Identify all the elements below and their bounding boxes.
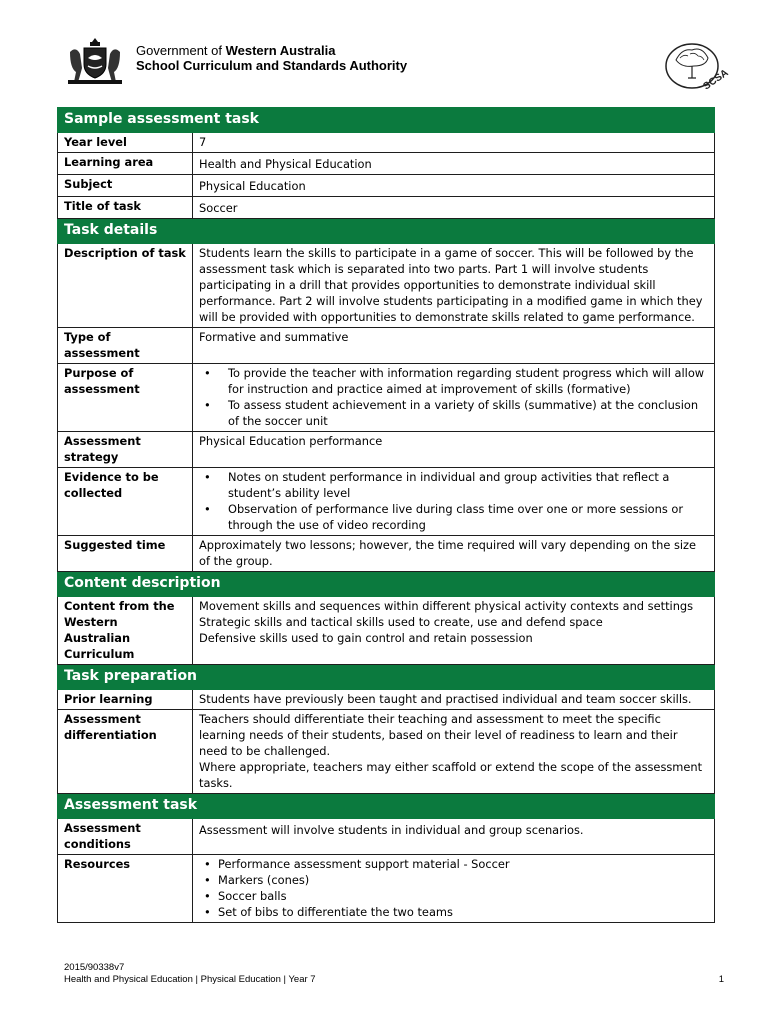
row-prior-learning (58, 690, 715, 710)
value-assessment-differentiation (193, 710, 715, 794)
row-suggested-time (58, 536, 715, 572)
value-resources (193, 855, 715, 923)
value-title-of-task: Soccer (193, 197, 715, 219)
section-content-description: Content description (58, 572, 715, 597)
label-assessment-differentiation: Assessment differentiation (58, 710, 193, 794)
label-content-from-curriculum: Content from the Western Australian Curriculum (58, 597, 193, 665)
content-line: Strategic skills and tactical skills used to create, use and defend space (199, 615, 603, 629)
list-item: • Markers (cones) (199, 872, 708, 888)
value-description-of-task: Students learn the skills to participate in a game of soccer. This will be followed by the assessment task which is separated into two parts. Part 1 will involve students participating in a drill that provides opportunities to demonstrate individual skill performance. Part 2 will involve students participating in a modified game in which they will be provided with opportunities to demonstrate skills related to game performance. (193, 244, 715, 328)
value-prior-learning: Students have previously been taught and practised individual and team soccer skills. (193, 690, 715, 710)
document-id: 2015/90338v7 (64, 962, 125, 973)
page-footer (64, 962, 724, 986)
section-task-details: Task details (58, 219, 715, 244)
list-item: • To assess student achievement in a variety of skills (summative) at the conclusion of the soccer unit (199, 397, 708, 429)
row-year-level (58, 133, 715, 153)
value-purpose-of-assessment (193, 364, 715, 432)
row-description-of-task (58, 244, 715, 328)
row-subject (58, 175, 715, 197)
value-subject: Physical Education (193, 175, 715, 197)
label-year-level: Year level (58, 133, 193, 153)
label-type-of-assessment: Type of assessment (58, 328, 193, 364)
value-type-of-assessment: Formative and summative (193, 328, 715, 364)
org-line1-bold: Western Australia (225, 43, 336, 58)
list-item: • Performance assessment support material - Soccer (199, 856, 708, 872)
assessment-task-table (57, 107, 715, 923)
label-resources: Resources (58, 855, 193, 923)
value-content-from-curriculum (193, 597, 715, 665)
row-type-of-assessment (58, 328, 715, 364)
label-learning-area: Learning area (58, 153, 193, 175)
label-title-of-task: Title of task (58, 197, 193, 219)
label-prior-learning: Prior learning (58, 690, 193, 710)
value-suggested-time: Approximately two lessons; however, the time required will vary depending on the size of the group. (193, 536, 715, 572)
page-number: 1 (718, 974, 724, 985)
row-resources (58, 855, 715, 923)
value-year-level: 7 (193, 133, 715, 153)
row-learning-area (58, 153, 715, 175)
label-description-of-task: Description of task (58, 244, 193, 328)
footer-path: Health and Physical Education | Physical Education | Year 7 (64, 974, 316, 985)
differentiation-line: Teachers should differentiate their teaching and assessment to meet the specific learning needs of their students, based on their level of readiness to learn and their need to be challenged. (199, 712, 678, 758)
content-line: Defensive skills used to gain control and retain possession (199, 631, 533, 645)
org-line1-prefix: Government of (136, 43, 226, 58)
row-content-from-curriculum (58, 597, 715, 665)
page-header (0, 0, 768, 100)
scsa-logo-text: SCSA (701, 67, 731, 93)
organisation-name (136, 43, 407, 73)
scsa-logo-icon (662, 38, 731, 96)
value-assessment-strategy: Physical Education performance (193, 432, 715, 468)
content-line: Movement skills and sequences within different physical activity contexts and settings (199, 599, 694, 613)
section-assessment-task: Assessment task (58, 794, 715, 819)
label-assessment-strategy: Assessment strategy (58, 432, 193, 468)
list-item: • Observation of performance live during class time over one or more sessions or through the use of video recording (199, 501, 708, 533)
label-suggested-time: Suggested time (58, 536, 193, 572)
list-item: • To provide the teacher with information regarding student progress which will allow for instruction and practice aimed at improvement of skills (formative) (199, 365, 708, 397)
row-title-of-task (58, 197, 715, 219)
section-task-preparation: Task preparation (58, 665, 715, 690)
list-item: • Soccer balls (199, 888, 708, 904)
row-assessment-strategy (58, 432, 715, 468)
org-line2: School Curriculum and Standards Authority (136, 58, 408, 73)
label-subject: Subject (58, 175, 193, 197)
label-evidence-to-be-collected: Evidence to be collected (58, 468, 193, 536)
label-assessment-conditions: Assessment conditions (58, 819, 193, 855)
label-purpose-of-assessment: Purpose of assessment (58, 364, 193, 432)
section-sample-assessment-task: Sample assessment task (58, 108, 715, 133)
differentiation-line: Where appropriate, teachers may either scaffold or extend the scope of the assessment tasks. (199, 760, 703, 790)
value-learning-area: Health and Physical Education (193, 153, 715, 175)
row-assessment-conditions (58, 819, 715, 855)
wa-coat-of-arms-icon (64, 36, 126, 88)
value-evidence-to-be-collected (193, 468, 715, 536)
value-assessment-conditions: Assessment will involve students in individual and group scenarios. (193, 819, 715, 855)
row-evidence-to-be-collected (58, 468, 715, 536)
list-item: • Set of bibs to differentiate the two teams (199, 904, 708, 920)
row-assessment-differentiation (58, 710, 715, 794)
row-purpose-of-assessment (58, 364, 715, 432)
list-item: • Notes on student performance in individual and group activities that reflect a student’s ability level (199, 469, 708, 501)
